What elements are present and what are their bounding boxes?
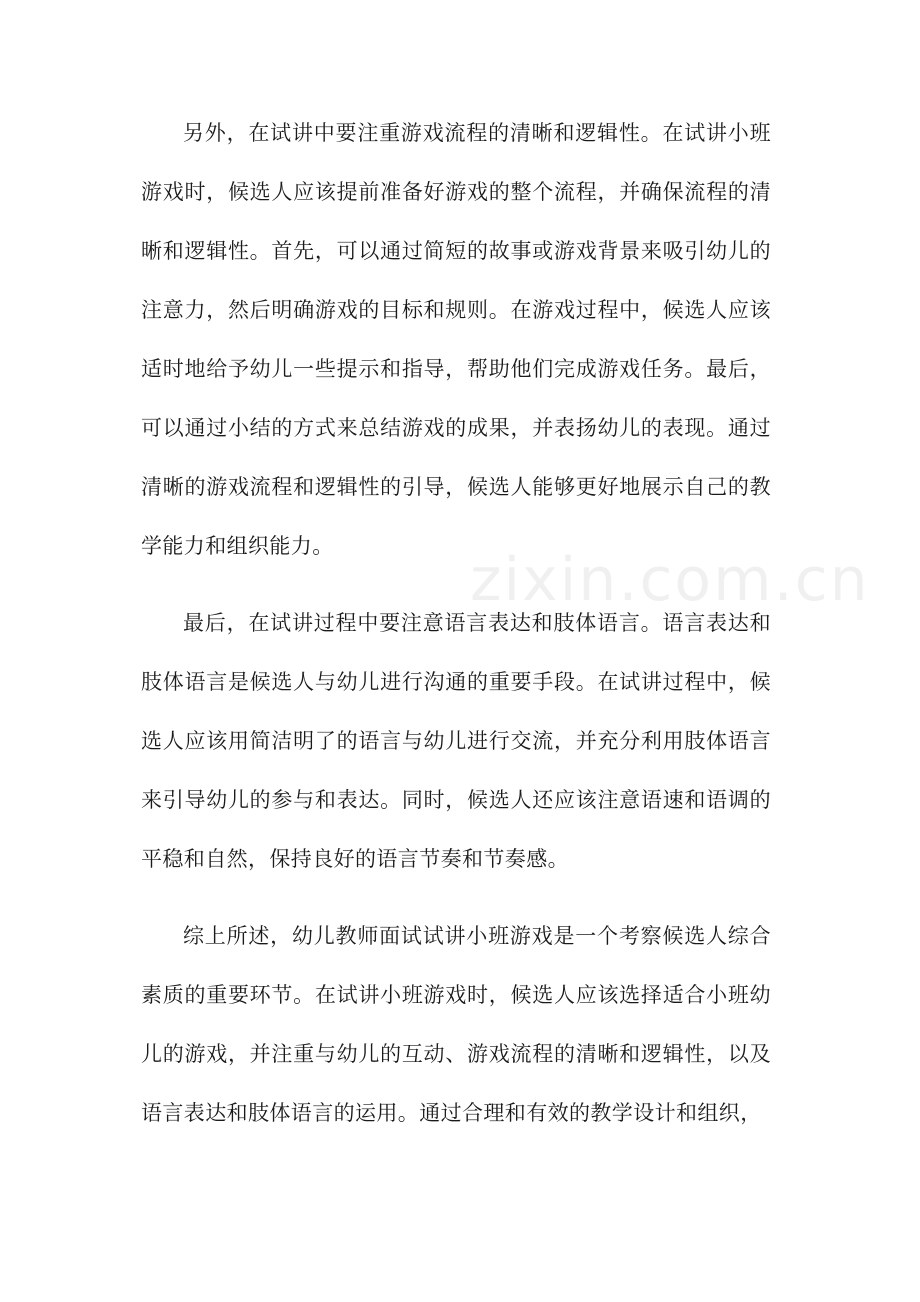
paragraph-summary: 综上所述，幼儿教师面试试讲小班游戏是一个考察候选人综合素质的重要环节。在试讲小班游戏时，候选人应该选择适合小班幼儿的游戏，并注重与幼儿的互动、游戏流程的清晰和逻辑性，以及语言表达和肢体语言的运用。通过合理和有效的教学设计和组织， — [141, 924, 771, 1125]
watermark: zixin.com.cn — [470, 545, 870, 615]
paragraph-game-flow: 另外，在试讲中要注重游戏流程的清晰和逻辑性。在试讲小班游戏时，候选人应该提前准备好游戏的整个流程，并确保流程的清晰和逻辑性。首先，可以通过简短的故事或游戏背景来吸引幼儿的注意力，然后明确游戏的目标和规则。在游戏过程中，候选人应该适时地给予幼儿一些提示和指导，帮助他们完成游戏任务。最后，可以通过小结的方式来总结游戏的成果，并表扬幼儿的表现。通过清晰的游戏流程和逻辑性的引导，候选人能够更好地展示自己的教学能力和组织能力。 — [141, 121, 771, 558]
document-body — [141, 104, 771, 1143]
paragraph-language-expression: 最后，在试讲过程中要注意语言表达和肢体语言。语言表达和肢体语言是候选人与幼儿进行沟通的重要手段。在试讲过程中，候选人应该用简洁明了的语言与幼儿进行交流，并充分利用肢体语言来引导幼儿的参与和表达。同时，候选人还应该注意语速和语调的平稳和自然，保持良好的语言节奏和节奏感。 — [141, 611, 771, 871]
